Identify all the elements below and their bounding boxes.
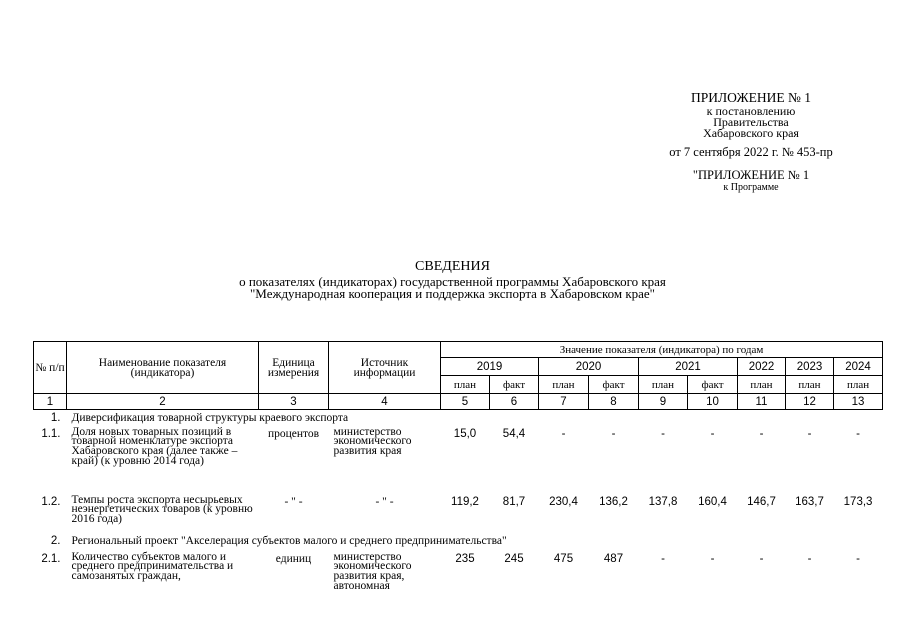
indicator-unit: единиц [275, 552, 312, 565]
value-2020-fact: 136,2 [599, 495, 628, 508]
value-2020-fact: 487 [603, 552, 624, 565]
header-plan: план [539, 376, 589, 394]
value-2023-plan: - [807, 552, 812, 565]
indicator-name: Темпы роста экспорта несырьевых неэнергетических товаров (к уровню 2016 года) [71, 493, 253, 526]
column-number: 9 [639, 394, 688, 410]
row-number: 2.1. [41, 552, 61, 565]
column-number: 12 [786, 394, 834, 410]
value-2020-plan: 230,4 [549, 495, 578, 508]
column-number: 3 [259, 394, 329, 410]
value-2021-fact: - [710, 427, 715, 440]
indicator-unit: - " - [284, 495, 303, 508]
row-number: 1.1. [41, 427, 61, 440]
indicator-name: Количество субъектов малого и среднего предпринимательства и самозанятых граждан, [71, 550, 234, 583]
program-appendix-subtitle: к Программе [723, 182, 779, 193]
heading-title: СВЕДЕНИЯ [415, 259, 490, 274]
appendix-government: Правительства [713, 115, 789, 129]
value-2023-plan: 163,7 [795, 495, 824, 508]
value-2019-plan: 15,0 [453, 427, 477, 440]
header-unit: Единица измерения [259, 342, 329, 394]
value-2021-fact: 160,4 [698, 495, 727, 508]
column-number: 13 [834, 394, 883, 410]
table-row [34, 426, 883, 494]
value-2023-plan: - [807, 427, 812, 440]
value-2020-plan: - [561, 427, 566, 440]
indicator-source: - " - [375, 495, 394, 508]
appendix-title: ПРИЛОЖЕНИЕ № 1 [690, 90, 812, 105]
table-row [34, 494, 883, 533]
value-2020-plan: 475 [553, 552, 574, 565]
appendix-region: Хабаровского края [703, 126, 799, 140]
value-2020-fact: - [611, 427, 616, 440]
header-plan: план [834, 376, 883, 394]
value-2024-plan: 173,3 [843, 495, 873, 508]
column-number: 11 [738, 394, 786, 410]
table-row-section-1 [34, 410, 883, 426]
header-num: № п/п [34, 342, 67, 394]
value-2021-plan: - [661, 552, 665, 565]
row-number: 1.2. [41, 495, 61, 508]
value-2022-plan: - [759, 427, 764, 440]
row-number: 1. [50, 412, 61, 424]
header-year-2020: 2020 [539, 358, 639, 376]
column-number: 8 [589, 394, 639, 410]
value-2019-plan: 235 [455, 552, 475, 565]
indicators-table [33, 341, 883, 601]
column-number: 6 [490, 394, 539, 410]
column-number: 5 [441, 394, 490, 410]
appendix-date: от 7 сентября 2022 г. № 453-пр [669, 145, 833, 159]
value-2024-plan: - [856, 552, 860, 565]
heading-line-2: "Международная кооперация и поддержка экспорта в Хабаровском крае" [250, 286, 655, 301]
value-2022-plan: - [759, 552, 764, 565]
appendix-block [640, 90, 862, 194]
indicator-unit: процентов [267, 427, 320, 440]
column-number: 4 [329, 394, 441, 410]
value-2019-plan: 119,2 [451, 495, 479, 508]
value-2019-fact: 54,4 [502, 427, 526, 440]
section-title: Диверсификация товарной структуры краевого экспорта [71, 412, 349, 424]
header-plan: план [786, 376, 834, 394]
column-number: 2 [67, 394, 259, 410]
value-2021-plan: 137,8 [648, 495, 678, 508]
header-fact: факт [688, 376, 738, 394]
section-title: Региональный проект "Акселерация субъектов малого и среднего предпринимательства" [71, 534, 507, 547]
row-number: 2. [50, 534, 61, 547]
header-year-2024: 2024 [834, 358, 883, 376]
column-number: 7 [539, 394, 589, 410]
value-2021-plan: - [661, 427, 665, 440]
column-number: 10 [688, 394, 738, 410]
value-2019-fact: 81,7 [502, 495, 526, 508]
header-source: Источник информации [329, 342, 441, 394]
value-2021-fact: - [710, 552, 715, 565]
indicator-name: Доля новых товарных позиций в товарной номенклатуре экспорта Хабаровского края (далее также – край) (к уровню 2014 года) [71, 425, 238, 467]
header-year-2019: 2019 [441, 358, 539, 376]
header-fact: факт [589, 376, 639, 394]
value-2019-fact: 245 [504, 552, 524, 565]
program-appendix-title: "ПРИЛОЖЕНИЕ № 1 [692, 168, 810, 182]
heading-line-1: о показателях (индикаторах) государственной программы Хабаровского края [239, 274, 666, 289]
header-year-2023: 2023 [786, 358, 834, 376]
value-2022-plan: 146,7 [747, 495, 776, 508]
header-fact: факт [490, 376, 539, 394]
header-name: Наименование показателя (индикатора) [67, 342, 259, 394]
indicator-source: министерство экономического развития края [333, 425, 412, 458]
header-plan: план [738, 376, 786, 394]
header-values-group: Значение показателя (индикатора) по годам [441, 342, 883, 358]
column-number: 1 [34, 394, 67, 410]
header-year-2021: 2021 [639, 358, 738, 376]
table-row-section-2 [34, 533, 883, 551]
indicator-source: министерство экономического развития края, автономная [333, 550, 412, 592]
value-2024-plan: - [856, 427, 860, 440]
document-heading [0, 258, 905, 300]
table-row [34, 551, 883, 601]
appendix-to-resolution: к постановлению [706, 104, 796, 118]
header-plan: план [639, 376, 688, 394]
header-plan: план [441, 376, 490, 394]
header-year-2022: 2022 [738, 358, 786, 376]
